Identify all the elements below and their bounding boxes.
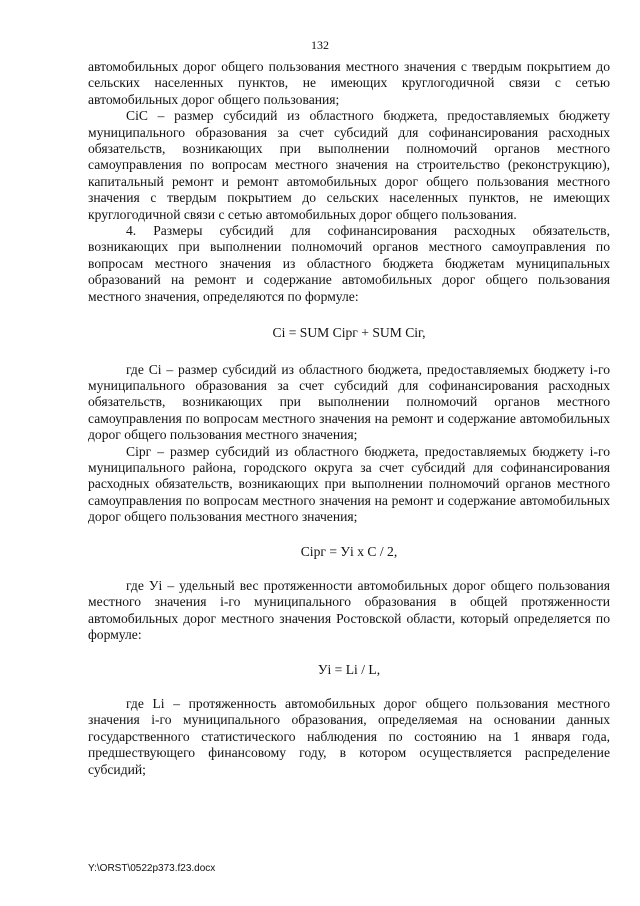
- formula-ci: Сi = SUM Сiрг + SUM Сiг,: [272, 325, 426, 341]
- paragraph-0: автомобильных дорог общего пользования местного значения с твердым покрытием до сельских населенных пунктов, не имеющих круглогодичной связи с сетью автомобильных дорог общего пользования;: [88, 59, 610, 107]
- paragraph-5: где Уi – удельный вес протяженности автомобильных дорог общего пользования местного значения i-го муниципального образования в общей протяженности автомобильных дорог местного значения Ростовской области, который определяется по формуле:: [88, 577, 610, 643]
- paragraph-2: 4. Размеры субсидий для софинансирования расходных обязательств, возникающих при выполнении полномочий органов местного самоуправления по вопросам местного значения из областного бюджета бюджетам муниципальных образований на ремонт и содержание автомобильных дорог общего пользования местного значения, определяются по формуле:: [88, 223, 610, 304]
- paragraph-3: где Сi – размер субсидий из областного бюджета, предоставляемых бюджету i-го муниципального образования за счет субсидий для софинансирования расходных обязательств, возникающих при выполнении полномочий органов местного самоуправления по вопросам местного значения на ремонт и содержание автомобильных дорог общего пользования местного значения;: [88, 361, 610, 443]
- paragraph-6: где Li – протяженность автомобильных дорог общего пользования местного значения i-го муниципального образования, определяемая на основании данных государственного статистического наблюдения по состоянию на 1 января года, предшествующего финансовому году, в котором осуществляется распределение субсидий;: [88, 696, 610, 777]
- formula-cirg: Сiрг = Уi x С / 2,: [300, 543, 398, 559]
- paragraph-4: Сiрг – размер субсидий из областного бюджета, предоставляемых бюджету i-го муниципального района, городского округа за счет субсидий для софинансирования расходных обязательств, возникающих при выполнении полномочий органов местного самоуправления по вопросам местного значения на ремонт и содержание автомобильных дорог общего пользования местного значения;: [88, 443, 610, 525]
- paragraph-1: СiС – размер субсидий из областного бюджета, предоставляемых бюджету муниципального образования за счет субсидий для софинансирования расходных обязательств, возникающих при выполнении полномочий органов местного самоуправления по вопросам местного значения на строительство (реконструкцию), капитальный ремонт и ремонт автомобильных дорог общего пользования местного значения с твердым покрытием до сельских населенных пунктов, не имеющих круглогодичной связи с сетью автомобильных дорог общего пользования.: [88, 108, 610, 222]
- footer-file-path: Y:\ORST\0522p373.f23.docx: [88, 863, 216, 874]
- formula-yi: Уi = Li / L,: [317, 661, 381, 677]
- page-number: 132: [311, 38, 329, 52]
- document-body: [88, 59, 610, 778]
